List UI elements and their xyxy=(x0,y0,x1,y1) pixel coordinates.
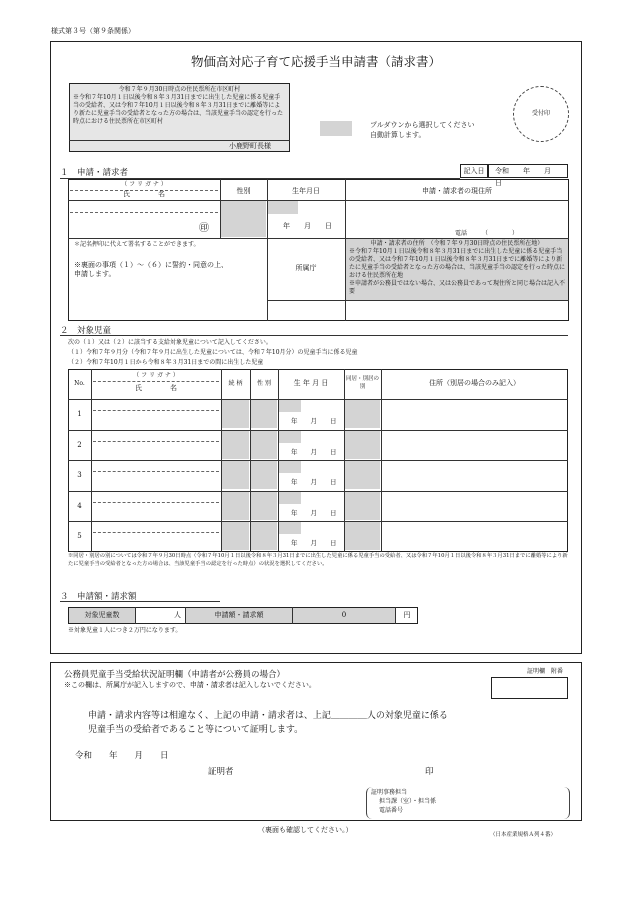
child-era-select[interactable] xyxy=(279,400,301,412)
applicant-era-select[interactable] xyxy=(268,201,298,214)
child-name-field[interactable] xyxy=(93,443,219,458)
furigana-divider xyxy=(93,410,219,411)
section2-footnote: ※同居・別居の別については令和７年９月30日時点（令和７年10月１日以後令和８年３月31日までに出生した児童に係る児童手当の受給者、又は令和７年10月１日以後令和８年３月31日までに離婚等により新たに児童手当の受給者となった方の場合は、当該児童手当の認定を行った時点）の状況を選択してください。 xyxy=(68,553,568,567)
child-dob-value[interactable]: 年 月 日 xyxy=(291,539,337,547)
child-no: 2 xyxy=(77,441,82,449)
child-name-field[interactable] xyxy=(93,504,219,519)
legend-pulldown: プルダウンから選択してください xyxy=(370,121,475,129)
phone-field[interactable]: 電話 （ ） xyxy=(455,230,519,237)
child-cohabitation-select[interactable] xyxy=(345,400,380,428)
child-no: 1 xyxy=(77,410,82,418)
child-relation-select[interactable] xyxy=(222,522,249,550)
legend-auto: 自動計算します。 xyxy=(370,131,426,139)
child-gender-select[interactable] xyxy=(251,431,277,459)
section2-intro: 次の（１）又は（２）に該当する支給対象児童について記入してください。 xyxy=(68,339,272,346)
child-furigana-field[interactable] xyxy=(93,462,219,471)
child-relation-select[interactable] xyxy=(222,431,249,459)
child-cohabitation-select[interactable] xyxy=(345,522,380,550)
child-address-field[interactable] xyxy=(382,522,567,550)
col-relation: 続 柄 xyxy=(228,380,243,387)
cert-office-line3: 電話番号 xyxy=(379,807,404,814)
date-label: 記入日 xyxy=(460,164,488,178)
cert-ref-field[interactable] xyxy=(491,677,568,699)
child-address-field[interactable] xyxy=(382,400,567,428)
child-era-select[interactable] xyxy=(279,461,301,473)
child-no: 4 xyxy=(77,502,82,510)
cert-body-line2: 児童手当の受給者であること等について証明します。 xyxy=(88,725,304,735)
child-furigana-field[interactable] xyxy=(93,523,219,532)
section2-item2: （２）令和７年10月１日から令和８年３月31日までの間に出生した児童 xyxy=(68,359,264,366)
cert-title: 公務員児童手当受給状況証明欄（申請者が公務員の場合） xyxy=(64,670,286,680)
form-id: 様式第３号（第９条関係） xyxy=(51,27,135,35)
address-header: 申請・請求者の現住所 xyxy=(422,187,492,195)
child-gender-select[interactable] xyxy=(251,461,277,489)
cert-subtitle: ※この欄は、所属庁が記入しますので、申請・請求者は記入しないでください。 xyxy=(64,681,316,689)
footer-paper-size: （日本産業規格Ａ列４番） xyxy=(490,832,557,838)
child-era-select[interactable] xyxy=(279,431,301,443)
footer-check-back: （裏面も確認してください。） xyxy=(258,826,353,834)
col-no: No. xyxy=(74,380,85,387)
registered-address-header: 申請・請求者の住所 （令和７年９月30日時点の住民票所在地） xyxy=(370,240,544,247)
cert-body-line1: 申請・請求内容等は相違なく、上記の申請・請求者は、上記＿＿＿＿人の対象児童に係る xyxy=(88,711,448,721)
furigana-divider xyxy=(93,471,219,472)
cert-office-line2: 担当課（室）・担当係 xyxy=(379,798,437,805)
child-address-field[interactable] xyxy=(382,461,567,489)
child-dob-value[interactable]: 年 月 日 xyxy=(291,509,337,517)
child-furigana-field[interactable] xyxy=(93,493,219,502)
count-label: 対象児童数 xyxy=(84,611,120,619)
child-cohabitation-select[interactable] xyxy=(345,461,380,489)
child-furigana-field[interactable] xyxy=(93,432,219,441)
section3-note: ※対象児童１人につき２万円になります。 xyxy=(68,627,182,634)
child-cohabitation-select[interactable] xyxy=(345,492,380,520)
child-address-field[interactable] xyxy=(382,492,567,520)
gender-label: 性別 xyxy=(236,187,251,195)
furigana-divider xyxy=(93,441,219,442)
col-furigana: （ フ リ ガ ナ ） xyxy=(133,372,179,379)
count-unit: 人 xyxy=(174,611,181,619)
date-field[interactable]: 令和 年 月 日 xyxy=(488,164,568,178)
child-dob-value[interactable]: 年 月 日 xyxy=(291,417,337,425)
stamp-label: 受付印 xyxy=(531,110,550,117)
certifier-label: 証明者 xyxy=(208,767,234,777)
registered-address-note2: ※申請者が公務員ではない場合、又は公務員であって現住所と同じ場合は記入不要 xyxy=(349,280,565,295)
child-name-field[interactable] xyxy=(93,412,219,427)
child-dob-value[interactable]: 年 月 日 xyxy=(291,478,337,486)
furigana-divider xyxy=(93,502,219,503)
info-box-body: ※令和７年10月１日以後令和８年３月31日までに出生した児童に係る児童手当の受給者、又は令和７年10月１日以後令和８年３月31日までに離婚等により新たに児童手当の受給者となった方の場合は、当該児童手当の認定を行った時点における住民票所在市区町村 xyxy=(73,94,284,125)
child-address-field[interactable] xyxy=(382,431,567,459)
col-cohabitation: 同居・別居の別 xyxy=(345,376,379,390)
cert-seal: 印 xyxy=(425,767,434,777)
applicant-furigana-field[interactable] xyxy=(70,202,218,211)
child-relation-select[interactable] xyxy=(222,461,249,489)
affiliation-field[interactable] xyxy=(268,301,344,320)
affiliation-label: 所属庁 xyxy=(295,264,317,272)
child-era-select[interactable] xyxy=(279,522,301,534)
dob-label: 生年月日 xyxy=(292,187,320,195)
amount-unit: 円 xyxy=(403,611,411,619)
info-box-heading: 令和７年９月30日時点の住民票所在市区町村 xyxy=(118,86,241,93)
child-dob-value[interactable]: 年 月 日 xyxy=(291,448,337,456)
amount-value: 0 xyxy=(341,611,347,619)
addressee: 小鹿野町長様 xyxy=(229,142,271,150)
child-gender-select[interactable] xyxy=(251,522,277,550)
reception-stamp-circle xyxy=(513,86,569,142)
applicant-name-field[interactable] xyxy=(70,214,200,236)
child-furigana-field[interactable] xyxy=(93,401,219,410)
applicant-gender-select[interactable] xyxy=(221,201,266,237)
col-address: 住所（別居の場合のみ記入） xyxy=(429,379,520,387)
child-name-field[interactable] xyxy=(93,473,219,488)
child-name-field[interactable] xyxy=(93,534,219,549)
applicant-address-field[interactable] xyxy=(346,201,568,228)
child-cohabitation-select[interactable] xyxy=(345,431,380,459)
furigana-divider xyxy=(93,532,219,533)
seal-note: ＊記名押印に代えて署名することができます。 xyxy=(74,241,200,248)
child-relation-select[interactable] xyxy=(222,400,249,428)
name-label: 氏 名 xyxy=(123,190,165,198)
section1-heading: １ 申請・請求者 xyxy=(60,168,129,178)
furigana-label: （ フ リ ガ ナ ） xyxy=(121,181,167,188)
child-no: 3 xyxy=(77,471,82,479)
col-name: 氏 名 xyxy=(135,384,177,392)
registered-address-notes xyxy=(346,239,568,300)
amount-label: 申請額・請求額 xyxy=(214,611,264,619)
cert-ref-label: 証明欄 附番 xyxy=(527,668,564,675)
section3-heading: ３ 申請額・請求額 xyxy=(60,592,137,602)
col-gender: 性 別 xyxy=(257,380,271,387)
seal-mark: ㊞ xyxy=(199,223,209,234)
child-gender-select[interactable] xyxy=(251,400,277,428)
child-relation-select[interactable] xyxy=(222,492,249,520)
applicant-dob-value[interactable]: 年 月 日 xyxy=(283,222,332,230)
child-count-field[interactable] xyxy=(136,608,171,623)
section2-heading: ２ 対象児童 xyxy=(60,326,112,336)
child-no: 5 xyxy=(77,532,82,540)
col-dob: 生 年 月 日 xyxy=(293,379,329,387)
registered-address-field[interactable] xyxy=(346,301,568,320)
registered-address-note1: ※令和７年10月１日以後令和８年３月31日までに出生した児童に係る児童手当の受給者、又は令和７年10月１日以後令和８年３月31日までに離婚等により新たに児童手当の受給者となった方の場合は、当該児童手当の認定を行った時点における住民票所在地 xyxy=(349,248,566,279)
child-era-select[interactable] xyxy=(279,492,301,504)
cert-date[interactable]: 令和 年 月 日 xyxy=(75,751,169,761)
section2-item1: （１）令和７年９月分（令和７年９月に出生した児童については、令和７年10月分）の児童手当に係る児童 xyxy=(68,349,358,356)
consent-note: ※裏面の事項（１）～（６）に誓約・同意の上、申請します。 xyxy=(74,261,228,278)
child-gender-select[interactable] xyxy=(251,492,277,520)
cert-office-line1: 証明事務担当 xyxy=(371,789,408,796)
legend-swatch xyxy=(320,121,352,136)
page-title: 物価高対応子育て応援手当申請書（請求書） xyxy=(190,54,441,69)
